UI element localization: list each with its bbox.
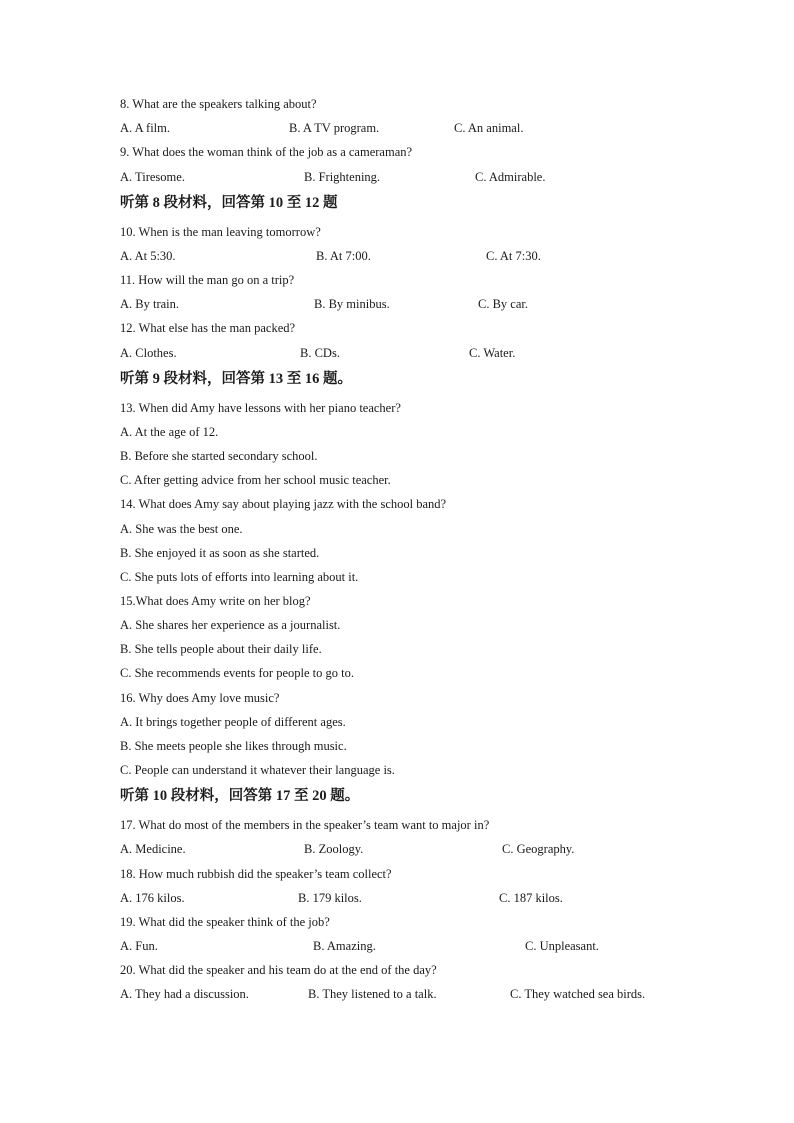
question-8-stem: 8. What are the speakers talking about?	[120, 97, 317, 111]
question-16-option-a: A. It brings together people of different ages.	[120, 715, 346, 729]
option-a: A. 176 kilos.	[120, 891, 185, 905]
option-b: B. CDs.	[300, 346, 340, 360]
question-11-stem: 11. How will the man go on a trip?	[120, 273, 295, 287]
option-c: C. Geography.	[502, 842, 575, 856]
question-14-option-a: A. She was the best one.	[120, 522, 243, 536]
question-13-option-c: C. After getting advice from her school music teacher.	[120, 473, 391, 487]
option-a: A. A film.	[120, 121, 171, 135]
option-c: C. Water.	[469, 346, 516, 360]
option-c: C. By car.	[478, 297, 528, 311]
option-b: B. By minibus.	[314, 297, 390, 311]
question-17-stem: 17. What do most of the members in the speaker’s team want to major in?	[120, 818, 490, 832]
question-16-stem: 16. Why does Amy love music?	[120, 691, 280, 705]
option-b: B. At 7:00.	[316, 249, 371, 263]
option-b: B. Zoology.	[304, 842, 364, 856]
option-c: C. At 7:30.	[486, 249, 541, 263]
option-a: A. By train.	[120, 297, 180, 311]
option-a: A. Medicine.	[120, 842, 186, 856]
question-10-stem: 10. When is the man leaving tomorrow?	[120, 225, 321, 239]
question-20-stem: 20. What did the speaker and his team do at the end of the day?	[120, 963, 437, 977]
question-14-option-b: B. She enjoyed it as soon as she started.	[120, 546, 320, 560]
question-14-option-c: C. She puts lots of efforts into learning about it.	[120, 570, 359, 584]
question-13-stem: 13. When did Amy have lessons with her piano teacher?	[120, 401, 401, 415]
option-a: A. Fun.	[120, 939, 158, 953]
option-c: C. They watched sea birds.	[510, 987, 646, 1001]
question-13-option-a: A. At the age of 12.	[120, 425, 219, 439]
section-heading-9: 听第 9 段材料，回答第 13 至 16 题。	[120, 371, 352, 387]
option-c: C. An animal.	[454, 121, 524, 135]
question-12-stem: 12. What else has the man packed?	[120, 321, 296, 335]
option-b: B. Frightening.	[304, 170, 381, 184]
question-16-option-c: C. People can understand it whatever their language is.	[120, 763, 395, 777]
question-15-option-b: B. She tells people about their daily life.	[120, 642, 322, 656]
option-c: C. Unpleasant.	[525, 939, 599, 953]
question-9-stem: 9. What does the woman think of the job as a cameraman?	[120, 145, 413, 159]
option-b: B. A TV program.	[289, 121, 380, 135]
question-15-option-c: C. She recommends events for people to go to.	[120, 666, 354, 680]
option-a: A. They had a discussion.	[120, 987, 249, 1001]
question-14-stem: 14. What does Amy say about playing jazz with the school band?	[120, 497, 447, 511]
question-16-option-b: B. She meets people she likes through music.	[120, 739, 347, 753]
option-b: B. They listened to a talk.	[308, 987, 437, 1001]
option-c: C. 187 kilos.	[499, 891, 563, 905]
option-c: C. Admirable.	[475, 170, 546, 184]
question-15-option-a: A. She shares her experience as a journalist.	[120, 618, 341, 632]
option-a: A. At 5:30.	[120, 249, 176, 263]
section-heading-10: 听第 10 段材料，回答第 17 至 20 题。	[120, 788, 360, 804]
option-a: A. Tiresome.	[120, 170, 185, 184]
section-heading-8: 听第 8 段材料，回答第 10 至 12 题	[120, 195, 338, 211]
option-b: B. Amazing.	[313, 939, 376, 953]
question-13-option-b: B. Before she started secondary school.	[120, 449, 318, 463]
question-15-stem: 15.What does Amy write on her blog?	[120, 594, 311, 608]
question-18-stem: 18. How much rubbish did the speaker’s team collect?	[120, 867, 392, 881]
question-19-stem: 19. What did the speaker think of the job?	[120, 915, 330, 929]
option-a: A. Clothes.	[120, 346, 177, 360]
option-b: B. 179 kilos.	[298, 891, 362, 905]
